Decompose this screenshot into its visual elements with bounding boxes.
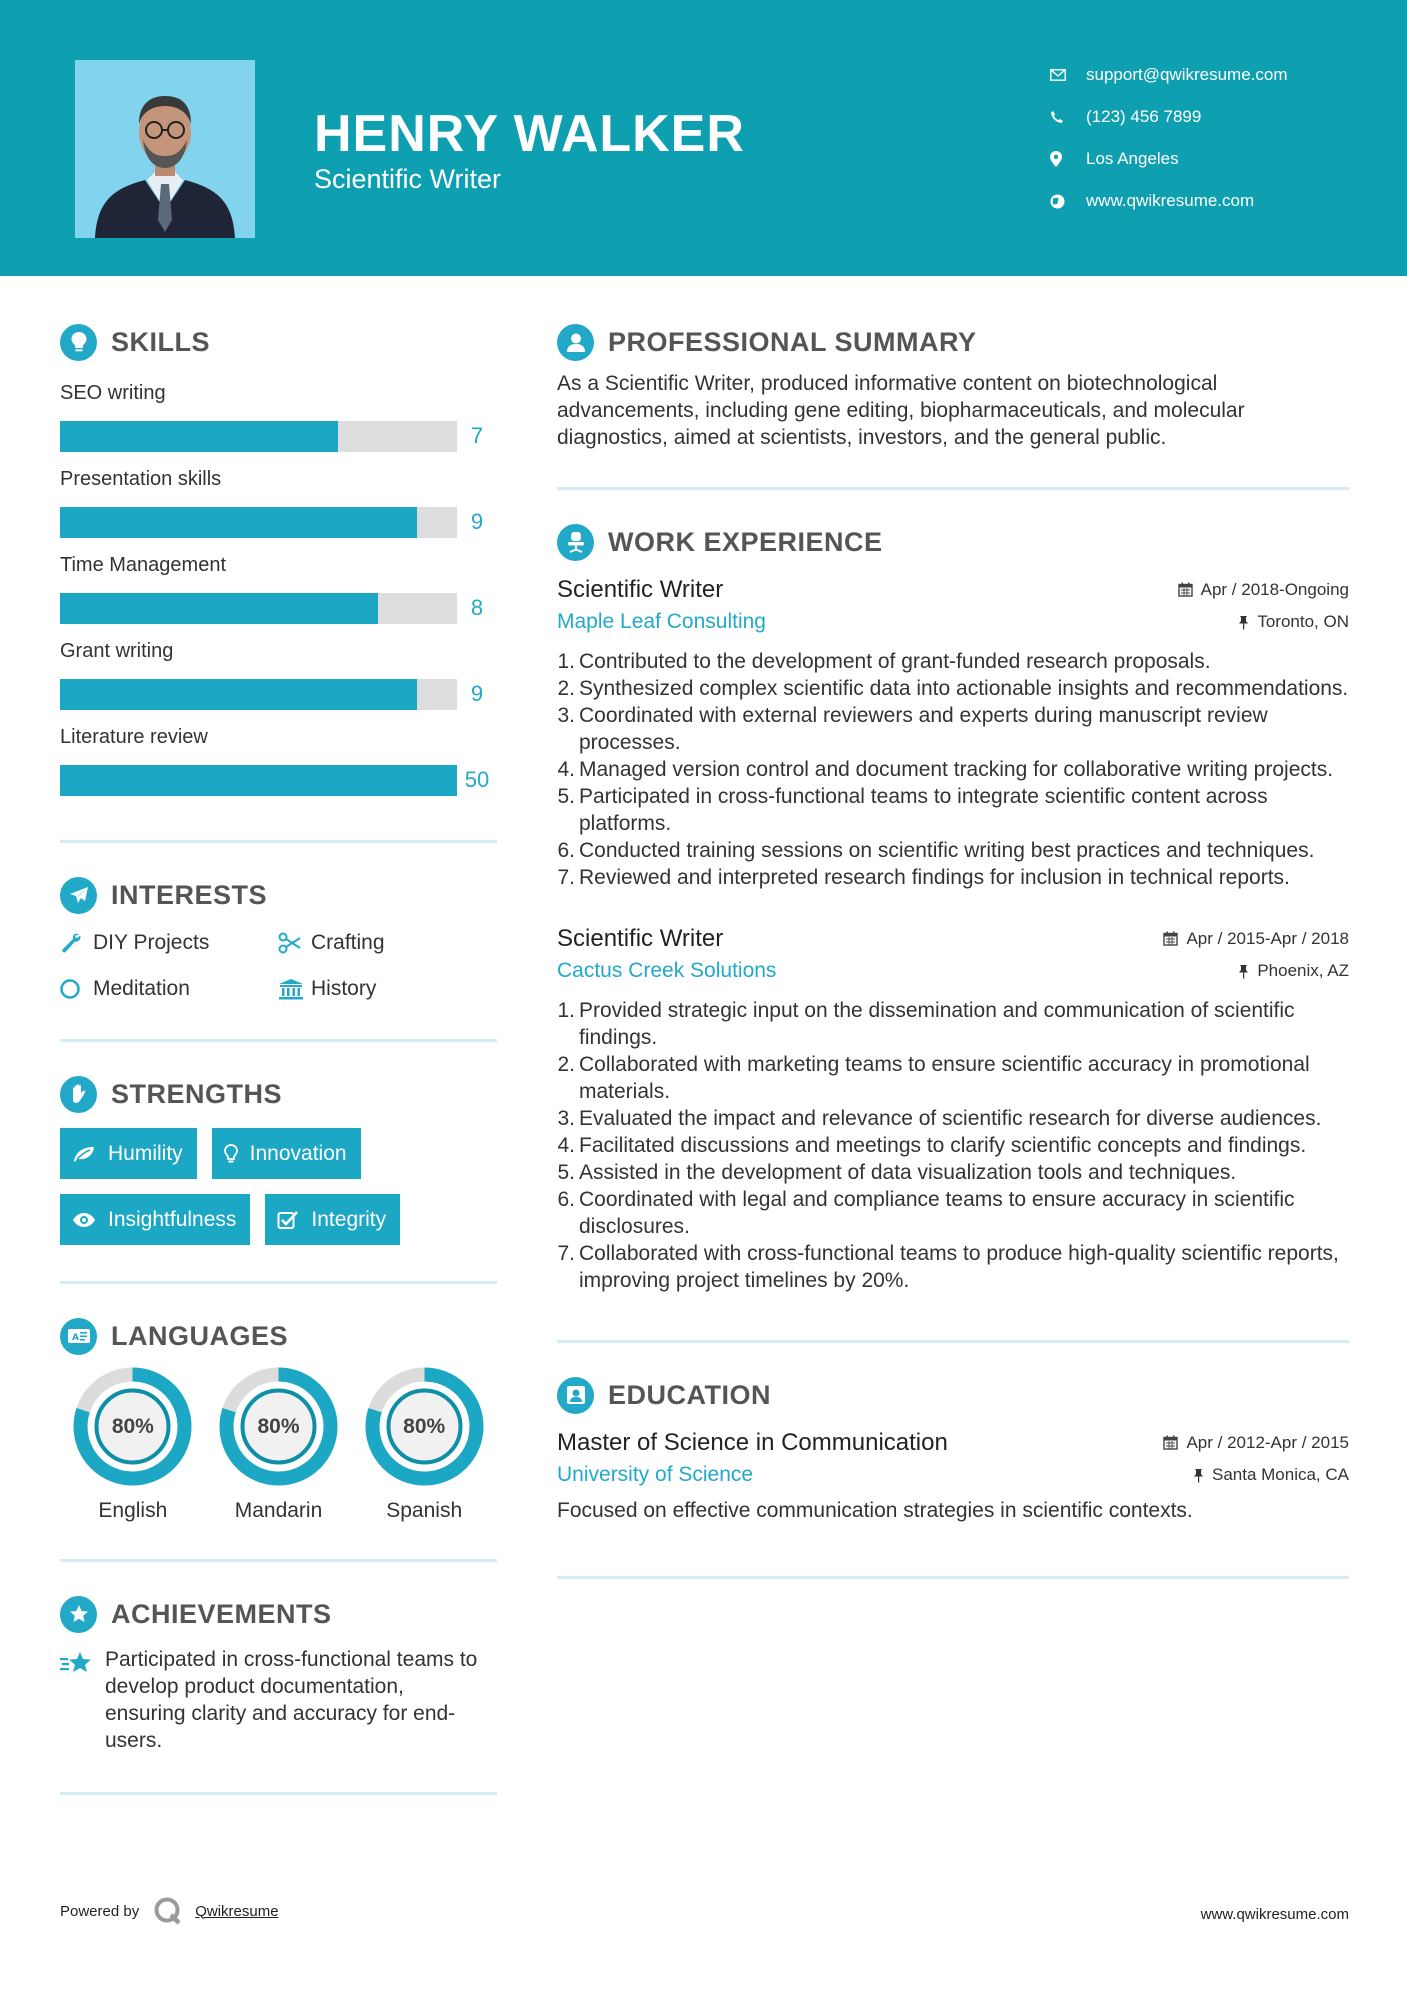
office-chair-icon bbox=[557, 524, 594, 561]
bullet-text: Conducted training sessions on scientific writing best practices and techniques. bbox=[579, 839, 1315, 862]
calendar-icon bbox=[1163, 1435, 1178, 1450]
jobs-list bbox=[557, 576, 1349, 1294]
interest-item bbox=[278, 927, 496, 959]
skill-name: Literature review bbox=[60, 726, 208, 748]
bullet-text: Provided strategic input on the dissemination and communication of scientific findings. bbox=[579, 999, 1295, 1049]
section-divider bbox=[557, 1576, 1349, 1579]
job-bullet bbox=[557, 756, 1349, 783]
language-percent: 80% bbox=[111, 1414, 154, 1438]
contact-email[interactable] bbox=[1050, 54, 1380, 96]
lightbulb-icon bbox=[60, 324, 97, 361]
globe-icon bbox=[1050, 194, 1086, 209]
skill-item bbox=[60, 722, 497, 808]
language-name: Spanish bbox=[386, 1499, 463, 1522]
hand-icon bbox=[60, 1076, 97, 1113]
bullet-number: 4. bbox=[557, 1134, 575, 1157]
language-ring bbox=[72, 1366, 193, 1487]
job-bullet bbox=[557, 1159, 1349, 1186]
skill-bar bbox=[60, 593, 457, 624]
bullet-text: Collaborated with cross-functional teams to produce high-quality scientific reports, improving project timelines by 20%. bbox=[579, 1242, 1339, 1292]
language-item bbox=[60, 1366, 206, 1523]
powered-by-label: Powered by bbox=[60, 1902, 140, 1920]
strength-tag bbox=[265, 1194, 400, 1245]
job-location-text: Toronto, ON bbox=[1257, 612, 1349, 631]
summary-heading bbox=[557, 318, 1349, 366]
language-percent: 80% bbox=[257, 1414, 300, 1438]
language-ring bbox=[218, 1366, 339, 1487]
bullet-text: Participated in cross-functional teams to integrate scientific content across platforms. bbox=[579, 785, 1268, 835]
skill-value: 8 bbox=[470, 595, 484, 620]
interest-label: Meditation bbox=[93, 977, 190, 1000]
bullet-number: 2. bbox=[557, 677, 575, 700]
skill-value: 9 bbox=[470, 509, 484, 534]
job-location bbox=[1238, 612, 1349, 632]
interest-label: History bbox=[311, 977, 377, 1000]
footer-website[interactable]: www.qwikresume.com bbox=[1200, 1906, 1349, 1923]
contact-website[interactable] bbox=[1050, 180, 1380, 222]
skill-bar-fill bbox=[60, 421, 338, 452]
strength-tag bbox=[60, 1194, 250, 1245]
bullet-text: Managed version control and document tracking for collaborative writing projects. bbox=[579, 758, 1334, 781]
bullet-text: Facilitated discussions and meetings to clarify scientific concepts and findings. bbox=[579, 1134, 1307, 1157]
qwikresume-link[interactable]: Qwikresume bbox=[195, 1902, 279, 1920]
bullet-number: 7. bbox=[557, 1242, 575, 1265]
job-bullet bbox=[557, 997, 1349, 1051]
job-date bbox=[1163, 929, 1349, 949]
profile-photo bbox=[75, 60, 255, 238]
strength-label: Innovation bbox=[249, 1141, 347, 1165]
graduate-icon bbox=[557, 1377, 594, 1414]
languages-heading bbox=[60, 1312, 497, 1360]
job-bullet bbox=[557, 702, 1349, 756]
achievements-title: ACHIEVEMENTS bbox=[111, 1598, 332, 1629]
candidate-role: Scientific Writer bbox=[314, 164, 502, 194]
job-head bbox=[557, 925, 1349, 953]
bullet-text: Reviewed and interpreted research findings for inclusion in technical reports. bbox=[579, 866, 1290, 889]
job-bullet bbox=[557, 648, 1349, 675]
map-pin-icon bbox=[1050, 151, 1086, 167]
experience-title: WORK EXPERIENCE bbox=[608, 526, 883, 557]
skill-row bbox=[60, 666, 497, 722]
calendar-icon bbox=[1178, 582, 1193, 597]
contact-phone-text: (123) 456 7899 bbox=[1086, 107, 1202, 126]
bullet-number: 6. bbox=[557, 1188, 575, 1211]
strength-label: Integrity bbox=[311, 1207, 387, 1231]
contact-location-text: Los Angeles bbox=[1086, 149, 1179, 168]
job-bullet bbox=[557, 864, 1349, 891]
bullet-number: 3. bbox=[557, 1107, 575, 1130]
skill-row bbox=[60, 580, 497, 636]
language-name: English bbox=[98, 1499, 168, 1522]
leaf-icon bbox=[72, 1145, 96, 1163]
skill-item bbox=[60, 464, 497, 550]
skills-heading bbox=[60, 318, 497, 366]
job-entry bbox=[557, 925, 1349, 1294]
summary-text: As a Scientific Writer, produced informative content on biotechnological advancements, including gene editing, biopharmaceuticals, and molecular diagnostics, aimed at scientists, investors, and the general public. bbox=[557, 372, 1245, 449]
strength-tag bbox=[212, 1128, 361, 1179]
skill-row bbox=[60, 752, 497, 808]
job-bullet bbox=[557, 783, 1349, 837]
job-bullet bbox=[557, 1240, 1349, 1294]
job-entry bbox=[557, 576, 1349, 891]
check-square-icon bbox=[277, 1210, 299, 1230]
language-icon bbox=[60, 1318, 97, 1355]
strength-label: Insightfulness bbox=[108, 1207, 237, 1231]
scissors-icon bbox=[278, 932, 311, 954]
job-head bbox=[557, 576, 1349, 604]
interests-heading bbox=[60, 871, 497, 919]
bullet-text: Assisted in the development of data visualization tools and techniques. bbox=[579, 1161, 1237, 1184]
bullet-number: 3. bbox=[557, 704, 575, 727]
pushpin-icon bbox=[1193, 1468, 1204, 1483]
language-percent: 80% bbox=[403, 1414, 446, 1438]
candidate-name: HENRY WALKER bbox=[314, 105, 745, 163]
user-icon bbox=[557, 324, 594, 361]
job-bullet bbox=[557, 1186, 1349, 1240]
strengths-heading bbox=[60, 1070, 497, 1118]
bullet-number: 1. bbox=[557, 650, 575, 673]
bullet-text: Evaluated the impact and relevance of scientific research for diverse audiences. bbox=[579, 1107, 1322, 1130]
education-date-text: Apr / 2012-Apr / 2015 bbox=[1186, 1432, 1349, 1452]
job-title: Scientific Writer bbox=[557, 576, 724, 603]
skill-value: 9 bbox=[470, 681, 484, 706]
language-item bbox=[351, 1366, 497, 1523]
circle-icon bbox=[60, 978, 93, 1000]
interest-item bbox=[60, 927, 278, 959]
achievement-text: Participated in cross-functional teams to develop product documentation, ensuring clarity and accuracy for end-users. bbox=[105, 1648, 478, 1752]
skill-bar bbox=[60, 507, 457, 538]
bullet-text: Coordinated with external reviewers and experts during manuscript review processes. bbox=[579, 704, 1268, 754]
language-item bbox=[206, 1366, 352, 1523]
skill-name: Grant writing bbox=[60, 640, 174, 662]
bullet-number: 6. bbox=[557, 839, 575, 862]
resume-header bbox=[0, 0, 1407, 276]
calendar-icon bbox=[1163, 931, 1178, 946]
education-date bbox=[1163, 1433, 1349, 1453]
company-name: Cactus Creek Solutions bbox=[557, 959, 777, 982]
languages-list bbox=[60, 1360, 497, 1523]
skill-bar bbox=[60, 679, 457, 710]
skills-list bbox=[60, 378, 497, 808]
phone-icon bbox=[1050, 110, 1086, 124]
bullet-number: 5. bbox=[557, 1161, 575, 1184]
skill-bar-fill bbox=[60, 593, 378, 624]
interest-item bbox=[278, 973, 496, 1005]
job-sub bbox=[557, 959, 1349, 983]
language-ring bbox=[364, 1366, 485, 1487]
bullet-text: Synthesized complex scientific data into actionable insights and recommendations. bbox=[579, 677, 1349, 700]
svg-text:A: A bbox=[71, 1333, 79, 1343]
skill-item bbox=[60, 636, 497, 722]
job-bullets bbox=[557, 648, 1349, 891]
skill-name: Time Management bbox=[60, 554, 226, 576]
skills-title: SKILLS bbox=[111, 326, 211, 357]
education-location bbox=[1193, 1465, 1349, 1485]
strength-tag bbox=[60, 1128, 197, 1179]
achievement-item bbox=[60, 1638, 497, 1754]
contact-email-text: support@qwikresume.com bbox=[1086, 65, 1288, 84]
education-title: EDUCATION bbox=[608, 1379, 771, 1410]
contact-website-text: www.qwikresume.com bbox=[1086, 191, 1255, 210]
language-name: Mandarin bbox=[234, 1499, 323, 1522]
strength-label: Humility bbox=[108, 1141, 183, 1165]
skill-name: SEO writing bbox=[60, 382, 166, 404]
job-bullet bbox=[557, 1051, 1349, 1105]
job-bullet bbox=[557, 675, 1349, 702]
job-location-text: Phoenix, AZ bbox=[1257, 961, 1349, 980]
lightbulb-icon bbox=[224, 1144, 238, 1164]
pushpin-icon bbox=[1238, 615, 1249, 630]
interests-list bbox=[60, 919, 497, 1005]
left-column bbox=[60, 318, 497, 1795]
education-location-text: Santa Monica, CA bbox=[1211, 1465, 1349, 1484]
right-column bbox=[557, 318, 1349, 1579]
skill-row bbox=[60, 494, 497, 550]
education-head bbox=[557, 1429, 1349, 1457]
strengths-list bbox=[60, 1118, 497, 1245]
bullet-number: 4. bbox=[557, 758, 575, 781]
education-sub bbox=[557, 1463, 1349, 1487]
bank-icon bbox=[278, 978, 311, 1000]
bullet-number: 5. bbox=[557, 785, 575, 808]
interest-label: Crafting bbox=[311, 931, 385, 954]
footer-brand bbox=[60, 1896, 279, 1926]
skill-value: 50 bbox=[464, 767, 490, 792]
contact-location bbox=[1050, 138, 1380, 180]
envelope-icon bbox=[1050, 69, 1086, 81]
school-name: University of Science bbox=[557, 1463, 754, 1486]
skill-bar-fill bbox=[60, 679, 417, 710]
wrench-icon bbox=[60, 932, 93, 954]
skill-name: Presentation skills bbox=[60, 468, 222, 490]
interest-item bbox=[60, 973, 278, 1005]
contact-phone[interactable] bbox=[1050, 96, 1380, 138]
skill-bar bbox=[60, 421, 457, 452]
job-bullet bbox=[557, 1105, 1349, 1132]
job-date-text: Apr / 2015-Apr / 2018 bbox=[1186, 928, 1349, 948]
job-bullet bbox=[557, 837, 1349, 864]
pushpin-icon bbox=[1238, 964, 1249, 979]
skill-bar-fill bbox=[60, 507, 417, 538]
skill-bar bbox=[60, 765, 457, 796]
interest-label: DIY Projects bbox=[93, 931, 210, 954]
skill-item bbox=[60, 550, 497, 636]
company-name: Maple Leaf Consulting bbox=[557, 610, 766, 633]
achievements-heading bbox=[60, 1590, 497, 1638]
star-icon bbox=[60, 1596, 97, 1633]
bullet-text: Coordinated with legal and compliance teams to ensure accuracy in scientific disclosures. bbox=[579, 1188, 1295, 1238]
job-date-text: Apr / 2018-Ongoing bbox=[1200, 579, 1349, 599]
interests-title: INTERESTS bbox=[111, 879, 268, 910]
degree-title: Master of Science in Communication bbox=[557, 1429, 948, 1456]
job-location bbox=[1238, 961, 1349, 981]
section-divider bbox=[60, 1792, 497, 1795]
qwikresume-logo-icon bbox=[153, 1896, 183, 1926]
bullet-text: Contributed to the development of grant-funded research proposals. bbox=[579, 650, 1211, 673]
paper-plane-icon bbox=[60, 877, 97, 914]
contact-list bbox=[1050, 54, 1380, 222]
portrait-image bbox=[75, 60, 255, 238]
star-award-icon bbox=[60, 1646, 105, 1754]
job-title: Scientific Writer bbox=[557, 925, 724, 952]
bullet-number: 1. bbox=[557, 999, 575, 1022]
bullet-number: 2. bbox=[557, 1053, 575, 1076]
job-sub bbox=[557, 610, 1349, 634]
education-description: Focused on effective communication strategies in scientific contexts. bbox=[557, 1499, 1193, 1522]
experience-heading bbox=[557, 518, 1349, 566]
skill-item bbox=[60, 378, 497, 464]
skill-bar-fill bbox=[60, 765, 457, 796]
bullet-text: Collaborated with marketing teams to ensure scientific accuracy in promotional materials. bbox=[579, 1053, 1310, 1103]
strengths-title: STRENGTHS bbox=[111, 1078, 283, 1109]
eye-icon bbox=[72, 1212, 96, 1228]
job-bullet bbox=[557, 1132, 1349, 1159]
education-heading bbox=[557, 1371, 1349, 1419]
skill-value: 7 bbox=[470, 423, 484, 448]
job-date bbox=[1178, 580, 1349, 600]
skill-row bbox=[60, 408, 497, 464]
bullet-number: 7. bbox=[557, 866, 575, 889]
summary-title: PROFESSIONAL SUMMARY bbox=[608, 326, 977, 357]
job-bullets bbox=[557, 997, 1349, 1294]
languages-title: LANGUAGES bbox=[111, 1320, 289, 1351]
